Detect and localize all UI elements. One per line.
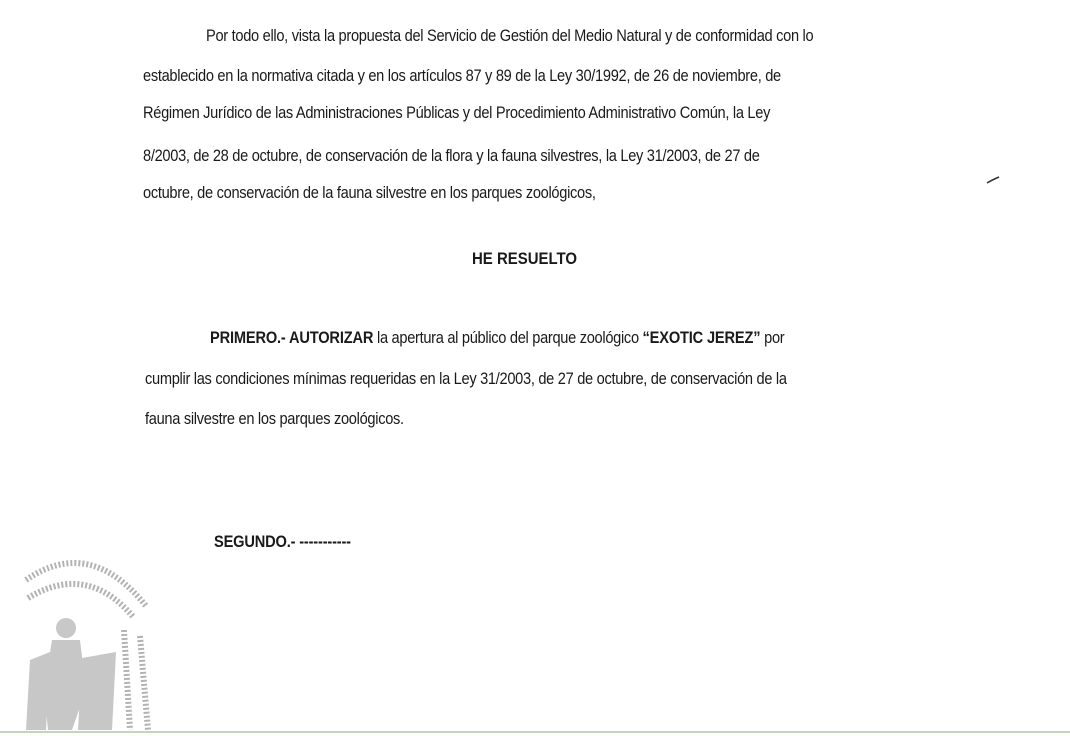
primero-text-a: la apertura al público del parque zoológico (373, 328, 643, 347)
primero-line1 (210, 328, 784, 348)
paragraph1-line4: 8/2003, de 28 de octubre, de conservación de la flora y la fauna silvestres, la Ley 31/2003, de 27 de (143, 146, 760, 165)
segundo-line (214, 532, 351, 552)
junta-andalucia-emblem-watermark (20, 540, 160, 736)
zoo-name: “EXOTIC JEREZ” (642, 328, 761, 347)
primero-label: PRIMERO.- AUTORIZAR (210, 328, 374, 347)
paragraph1-line3: Régimen Jurídico de las Administraciones Públicas y del Procedimiento Administrativo Común, la Ley (143, 103, 771, 122)
paragraph1-line5: octubre, de conservación de la fauna silvestre en los parques zoológicos, (143, 183, 596, 202)
bottom-divider (0, 731, 1070, 733)
segundo-dashes: ----------- (299, 532, 351, 551)
paragraph1-line1: Por todo ello, vista la propuesta del Servicio de Gestión del Medio Natural y de conformidad con lo (206, 26, 814, 45)
pen-stroke-mark (986, 176, 1000, 184)
resolution-heading: HE RESUELTO (472, 249, 578, 268)
primero-text-b: por (760, 328, 785, 347)
primero-line2: cumplir las condiciones mínimas requeridas en la Ley 31/2003, de 27 de octubre, de conservación de la (145, 369, 787, 388)
primero-line3: fauna silvestre en los parques zoológicos. (145, 409, 404, 428)
segundo-label: SEGUNDO.- (214, 532, 296, 551)
paragraph1-line2: establecido en la normativa citada y en los artículos 87 y 89 de la Ley 30/1992, de 26 de noviembre, de (143, 66, 781, 85)
